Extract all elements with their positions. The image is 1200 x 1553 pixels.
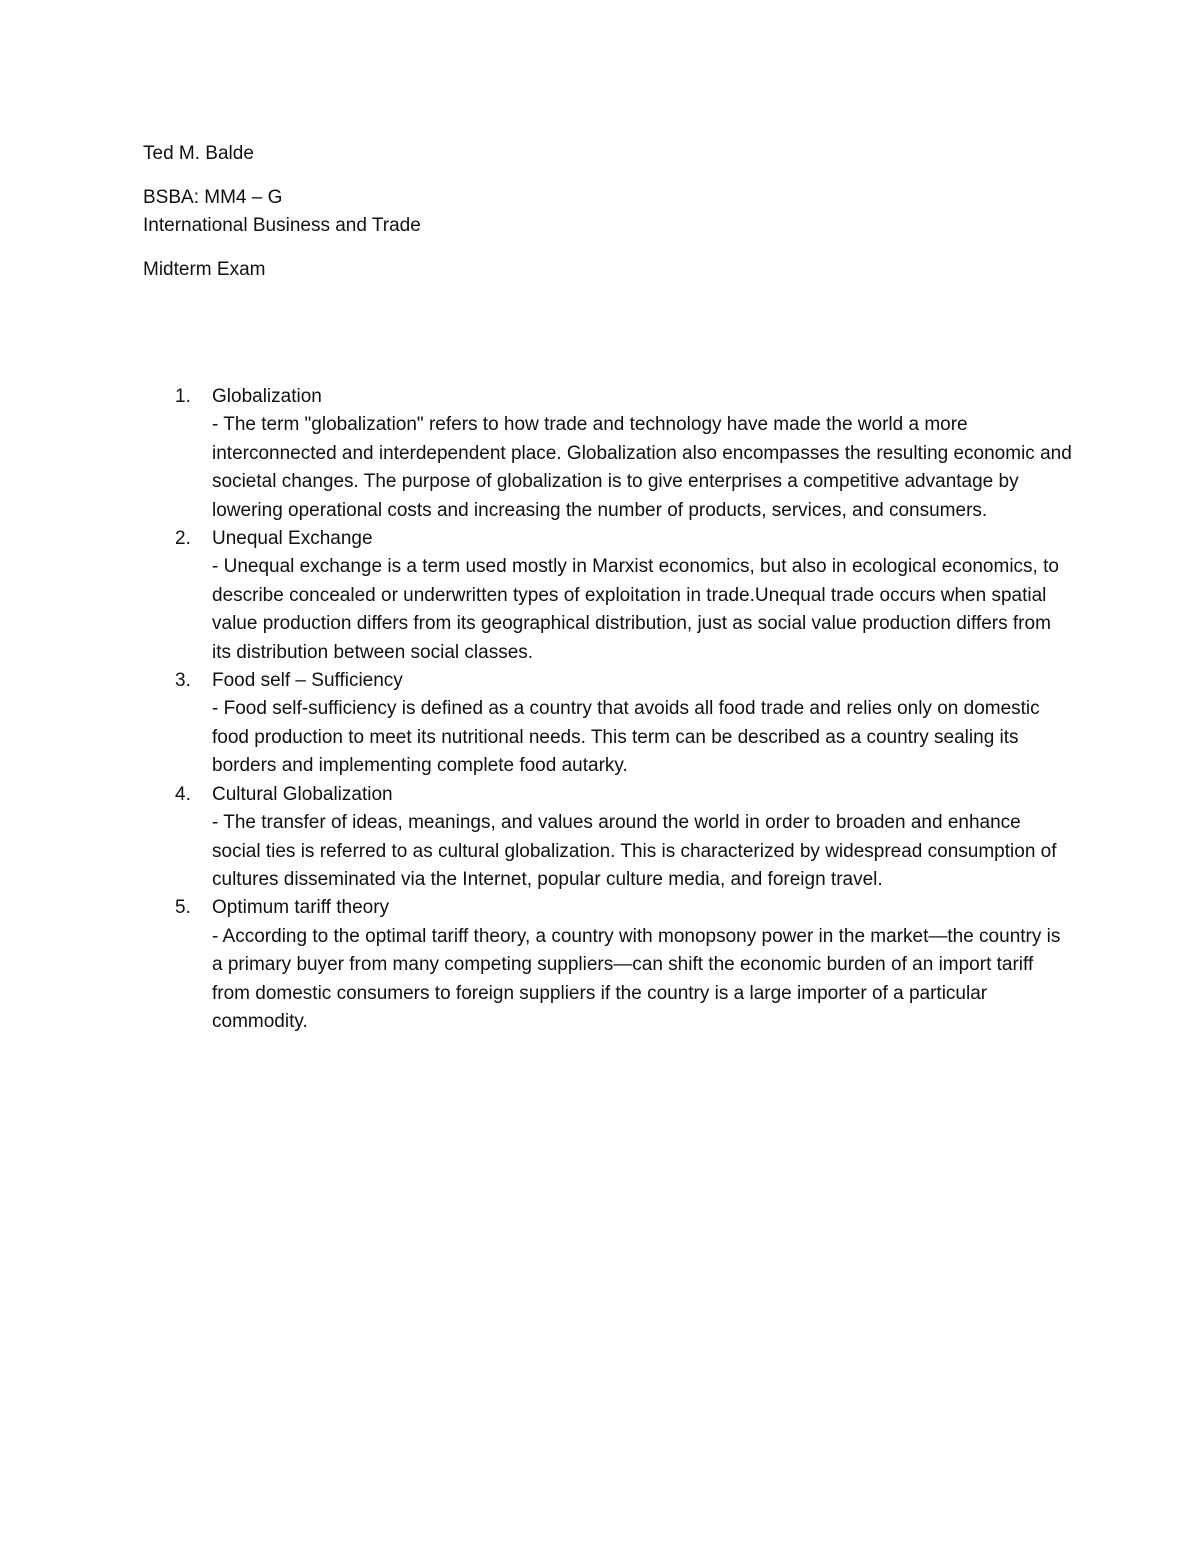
course-title: International Business and Trade bbox=[143, 215, 421, 236]
list-item bbox=[143, 383, 1073, 525]
list-item bbox=[143, 894, 1073, 1036]
student-section: BSBA: MM4 – G bbox=[143, 187, 283, 208]
item-description: - The term "globalization" refers to how trade and technology have made the world a more interconnected and interdependent place. Globalization also encompasses the resulting economic and societal changes. The purpose of globalization is to give enterprises a competitive advantage by lowering operational costs and increasing the number of products, services, and consumers. bbox=[212, 414, 1072, 521]
item-number: 5. bbox=[175, 897, 191, 919]
item-number: 2. bbox=[175, 528, 191, 550]
answer-list bbox=[143, 383, 1073, 1036]
item-term: Cultural Globalization bbox=[212, 783, 393, 805]
item-description: - Food self-sufficiency is defined as a country that avoids all food trade and relies only on domestic food production to meet its nutritional needs. This term can be described as a country sealing its borders and implementing complete food autarky. bbox=[212, 698, 1040, 777]
exam-title: Midterm Exam bbox=[143, 259, 266, 280]
item-term: Optimum tariff theory bbox=[212, 897, 390, 919]
item-description: - The transfer of ideas, meanings, and values around the world in order to broaden and enhance social ties is referred to as cultural globalization. This is characterized by widespread consumption of cultures disseminated via the Internet, popular culture media, and foreign travel. bbox=[212, 812, 1057, 890]
list-item bbox=[143, 781, 1073, 895]
list-item bbox=[143, 525, 1073, 667]
item-term: Food self – Sufficiency bbox=[212, 670, 403, 692]
item-term: Globalization bbox=[212, 386, 322, 407]
item-term: Unequal Exchange bbox=[212, 528, 373, 550]
item-description: - According to the optimal tariff theory, a country with monopsony power in the market—the country is a primary buyer from many competing suppliers—can shift the economic burden of an import tariff from domestic consumers to foreign suppliers if the country is a large importer of a particular commodity. bbox=[212, 925, 1061, 1032]
item-number: 3. bbox=[175, 670, 191, 692]
item-number: 4. bbox=[175, 783, 191, 805]
list-item bbox=[143, 667, 1073, 781]
item-description: - Unequal exchange is a term used mostly in Marxist economics, but also in ecological economics, to describe concealed or underwritten types of exploitation in trade.Unequal trade occurs when spatial value production differs from its geographical distribution, just as social value production differs from its distribution between social classes. bbox=[212, 556, 1059, 663]
item-number: 1. bbox=[175, 386, 191, 407]
student-name: Ted M. Balde bbox=[143, 143, 254, 164]
document-header bbox=[143, 140, 1043, 284]
